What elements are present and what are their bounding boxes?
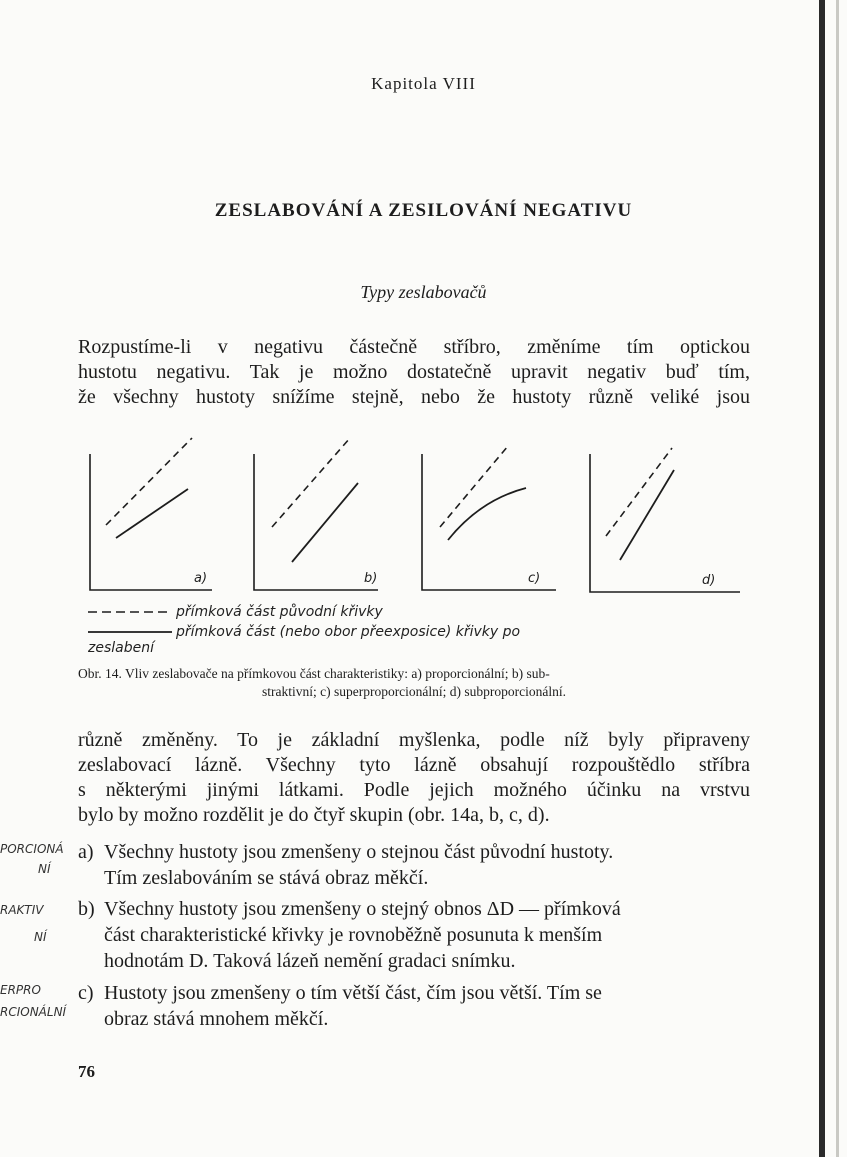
margin-note: NÍ xyxy=(34,930,47,944)
panel-c-axes xyxy=(422,454,556,590)
list-item-b xyxy=(78,896,750,974)
panel-b-dashed-line xyxy=(272,438,350,527)
text-line: hustotu negativu. Tak je možno dostatečně upravit negativ buď tím, xyxy=(78,361,750,383)
text-line: Hustoty jsou zmenšeny o tím větší část, čím jsou větší. Tím se xyxy=(104,982,602,1004)
list-item-a xyxy=(78,839,750,891)
caption-line: Obr. 14. Vliv zeslabovače na přímkovou část charakteristiky: a) proporcionální; b) sub- xyxy=(78,666,550,681)
panel-d-solid-line xyxy=(620,470,674,560)
legend-solid xyxy=(88,624,588,656)
book-spine-shadow xyxy=(819,0,825,1157)
panel-d xyxy=(590,448,740,592)
panel-b xyxy=(254,438,378,590)
list-item-text xyxy=(104,839,750,891)
panel-b-solid-line xyxy=(292,483,358,562)
text-line: část charakteristické křivky je rovnoběžně posunuta k menším xyxy=(104,924,603,946)
panel-d-label: d) xyxy=(702,573,716,588)
panel-a-dashed-line xyxy=(106,438,192,525)
margin-note: PORCIONÁ xyxy=(0,842,64,856)
panel-d-dashed-line xyxy=(606,448,672,536)
paragraph-intro xyxy=(78,335,750,410)
legend-solid-swatch xyxy=(88,629,172,635)
panel-a-solid-line xyxy=(116,489,188,538)
caption-line: straktivní; c) superproporcionální; d) subproporcionální. xyxy=(261,684,567,699)
panel-d-axes xyxy=(590,454,740,592)
chapter-title: ZESLABOVÁNÍ A ZESILOVÁNÍ NEGATIVU xyxy=(214,200,633,221)
text-line: bylo by možno rozdělit je do čtyř skupin (obr. 14a, b, c, d). xyxy=(78,804,550,826)
text-line: Všechny hustoty jsou zmenšeny o stejný obnos ΔD — přímková xyxy=(104,898,621,920)
section-subtitle: Typy zeslabovačů xyxy=(360,282,487,302)
text-line: Všechny hustoty jsou zmenšeny o stejnou část původní hustoty. xyxy=(104,841,614,863)
panel-c xyxy=(422,446,556,590)
text-line: Tím zeslabováním se stává obraz měkčí. xyxy=(104,867,429,889)
text-line: Rozpustíme-li v negativu částečně stříbro, změníme tím optickou xyxy=(78,336,750,358)
text-line: obraz stává mnohem měkčí. xyxy=(104,1008,329,1030)
paragraph-main xyxy=(78,728,750,828)
text-line: hodnotám D. Taková lázeň nemění gradaci snímku. xyxy=(104,950,516,972)
legend-dashed-swatch xyxy=(88,609,172,615)
text-line: zeslabovací lázně. Všechny tyto lázně obsahují rozpouštědlo stříbra xyxy=(78,754,750,776)
chapter-heading: Kapitola VIII xyxy=(371,74,476,93)
text-line: různě změněny. To je základní myšlenka, podle níž byly připraveny xyxy=(78,729,750,751)
panel-b-label: b) xyxy=(364,571,378,586)
panel-a-label: a) xyxy=(194,571,208,586)
margin-note: RCIONÁLNÍ xyxy=(0,1005,67,1019)
margin-note: ERPRO xyxy=(0,983,41,997)
legend-dashed xyxy=(88,604,588,620)
list-item-c xyxy=(78,980,750,1032)
margin-note: RAKTIV xyxy=(0,903,44,917)
legend-solid-text: přímková část (nebo obor přeexposice) křivky po zeslabení xyxy=(88,624,521,656)
legend-dashed-text: přímková část původní křivky xyxy=(176,604,383,620)
margin-note: NÍ xyxy=(38,862,51,876)
panel-a xyxy=(90,438,212,590)
list-item-label: c) xyxy=(78,982,94,1004)
list-item-text xyxy=(104,980,750,1032)
list-item-text xyxy=(104,896,750,974)
panel-b-axes xyxy=(254,454,378,590)
panel-c-label: c) xyxy=(528,571,541,586)
text-line: že všechny hustoty snížíme stejně, nebo že hustoty různě veliké jsou xyxy=(78,386,750,408)
list-item-label: b) xyxy=(78,898,95,920)
page-edge xyxy=(836,0,839,1157)
panel-c-solid-curve xyxy=(448,488,526,540)
text-line: s některými jinými látkami. Podle jejich možného účinku na vrstvu xyxy=(78,779,750,801)
page-number: 76 xyxy=(78,1062,95,1081)
figure-caption xyxy=(78,665,750,701)
list-item-label: a) xyxy=(78,841,94,863)
